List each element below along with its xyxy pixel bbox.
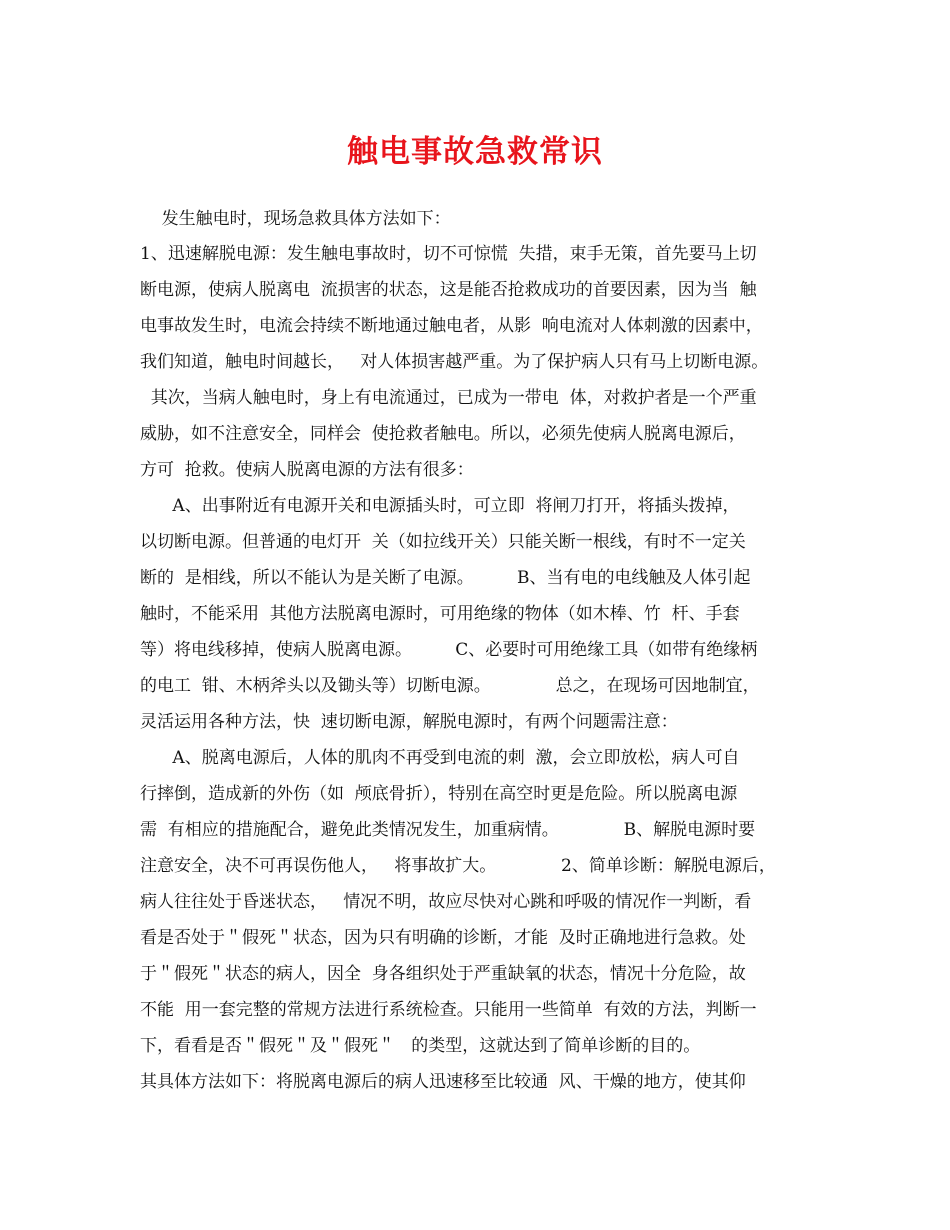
document-title: 触电事故急救常识 bbox=[347, 134, 603, 170]
body-line: 方可 抢救。使病人脱离电源的方法有很多： bbox=[140, 460, 474, 480]
body-line: 其次，当病人触电时，身上有电流通过，已成为一带电 体，对救护者是一个严重 bbox=[140, 388, 757, 408]
body-line: 病人往往处于昏迷状态， 情况不明，故应尽快对心跳和呼吸的情况作一判断，看 bbox=[140, 892, 752, 912]
body-line: 下，看看是否＂假死＂及＂假死＂ 的类型，这就达到了简单诊断的目的。 bbox=[140, 1036, 701, 1056]
body-line: 我们知道，触电时间越长， 对人体损害越严重。为了保护病人只有马上切断电源。 bbox=[140, 352, 769, 372]
body-line: 于＂假死＂状态的病人，因全 身各组织处于严重缺氧的状态，情况十分危险，故 bbox=[140, 964, 746, 984]
body-line: 1、迅速解脱电源：发生触电事故时，切不可惊慌 失措，束手无策，首先要马上切 bbox=[140, 244, 757, 264]
body-line: 断的 是相线，所以不能认为是关断了电源。 B、当有电的电线触及人体引起 bbox=[140, 568, 751, 588]
body-line: 行摔倒，造成新的外伤（如 颅底骨折），特别在高空时更是危险。所以脱离电源 bbox=[140, 784, 738, 804]
body-line: 的电工 钳、木柄斧头以及锄头等）切断电源。 总之，在现场可因地制宜， bbox=[140, 676, 760, 696]
body-line: A、出事附近有电源开关和电源插头时，可立即 将闸刀打开，将插头拨掉， bbox=[140, 496, 740, 516]
body-line: 看是否处于＂假死＂状态，因为只有明确的诊断，才能 及时正确地进行急救。处 bbox=[140, 928, 746, 948]
body-line: 注意安全，决不可再误伤他人， 将事故扩大。 2、简单诊断：解脱电源后， bbox=[140, 856, 776, 876]
body-line: 等）将电线移掉，使病人脱离电源。 C、必要时可用绝缘工具（如带有绝缘柄 bbox=[140, 640, 758, 660]
body-line: 电事故发生时，电流会持续不断地通过触电者，从影 响电流对人体刺激的因素中， bbox=[140, 316, 763, 336]
body-line: 以切断电源。但普通的电灯开 关（如拉线开关）只能关断一根线，有时不一定关 bbox=[140, 532, 746, 552]
body-line: 发生触电时，现场急救具体方法如下： bbox=[140, 209, 451, 229]
body-line: 灵活运用各种方法，快 速切断电源，解脱电源时，有两个问题需注意： bbox=[140, 712, 678, 732]
body-line: 需 有相应的措施配合，避免此类情况发生，加重病情。 B、解脱电源时要 bbox=[140, 820, 756, 840]
body-line: 其具体方法如下：将脱离电源后的病人迅速移至比较通 风、干燥的地方，使其仰 bbox=[140, 1072, 746, 1092]
body-line: 断电源，使病人脱离电 流损害的状态，这是能否抢救成功的首要因素，因为当 触 bbox=[140, 280, 757, 300]
body-line: 威胁，如不注意安全，同样会 使抢救者触电。所以，必须先使病人脱离电源后， bbox=[140, 424, 746, 444]
body-line: A、脱离电源后，人体的肌肉不再受到电流的刺 激，会立即放松，病人可自 bbox=[140, 748, 740, 768]
body-line: 触时，不能采用 其他方法脱离电源时，可用绝缘的物体（如木棒、竹 杆、手套 bbox=[140, 604, 740, 624]
body-line: 不能 用一套完整的常规方法进行系统检查。只能用一些简单 有效的方法，判断一 bbox=[140, 1000, 757, 1020]
